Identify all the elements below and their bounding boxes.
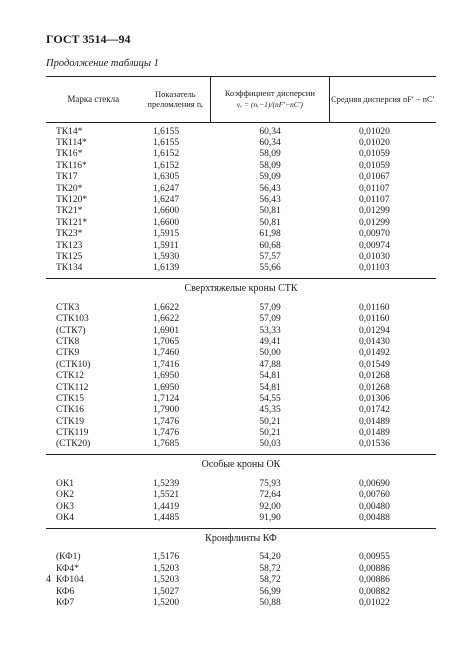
cell-refractive-index: 1,7685 (153, 439, 180, 450)
table-row (46, 597, 436, 608)
glass-table (46, 76, 436, 613)
cell-refractive-index: 1,6600 (153, 217, 180, 228)
table-row (46, 160, 436, 171)
cell-mean-dispersion: 0,01059 (359, 160, 390, 171)
column-header-refractive-index: Показатель преломления nₑ (147, 88, 204, 109)
cell-mean-dispersion: 0,00488 (359, 513, 390, 524)
cell-mean-dispersion: 0,01299 (359, 206, 390, 217)
cell-dispersion-coefficient: 50,81 (259, 206, 281, 217)
table-row (46, 229, 436, 240)
cell-mean-dispersion: 0,01020 (359, 138, 390, 149)
cell-grade: ТК23* (56, 229, 83, 240)
cell-refractive-index: 1,5027 (153, 586, 180, 597)
cell-dispersion-coefficient: 54,81 (259, 382, 281, 393)
cell-refractive-index: 1,6600 (153, 206, 180, 217)
table-caption: Продолжение таблицы 1 (46, 58, 159, 69)
cell-refractive-index: 1,5200 (153, 597, 180, 608)
cell-dispersion-coefficient: 49,41 (259, 336, 281, 347)
cell-mean-dispersion: 0,01022 (359, 597, 390, 608)
cell-mean-dispersion: 0,00886 (359, 563, 390, 574)
cell-dispersion-coefficient: 92,00 (259, 501, 281, 512)
cell-grade: ОК4 (56, 513, 74, 524)
cell-refractive-index: 1,6152 (153, 160, 180, 171)
cell-mean-dispersion: 0,01020 (359, 126, 390, 137)
cell-mean-dispersion: 0,01160 (359, 302, 390, 313)
cell-grade: СТК16 (56, 405, 84, 416)
section-rows (46, 126, 436, 274)
cell-mean-dispersion: 0,01294 (359, 325, 390, 336)
dispersion-formula: νₑ = (nₑ−1)/(nF′−nC′) (236, 100, 303, 110)
table-row (46, 336, 436, 347)
cell-dispersion-coefficient: 57,57 (259, 251, 281, 262)
table-row (46, 563, 436, 574)
cell-refractive-index: 1,7124 (153, 393, 180, 404)
cell-grade: ТК14* (56, 126, 83, 137)
cell-dispersion-coefficient: 61,98 (259, 229, 281, 240)
cell-refractive-index: 1,5930 (153, 251, 180, 262)
section-rows (46, 302, 436, 450)
cell-refractive-index: 1,5203 (153, 563, 180, 574)
table-row (46, 478, 436, 489)
cell-grade: (СТК20) (56, 439, 91, 450)
cell-refractive-index: 1,7460 (153, 348, 180, 359)
cell-grade: (КФ1) (56, 552, 81, 563)
table-row (46, 217, 436, 228)
cell-grade: СТК103 (56, 314, 89, 325)
table-row (46, 393, 436, 404)
page-number: 4 (46, 574, 51, 585)
column-header-grade: Марка стекла (67, 94, 120, 105)
cell-mean-dispersion: 0,00955 (359, 552, 390, 563)
cell-refractive-index: 1,4485 (153, 513, 180, 524)
cell-grade: СТК3 (56, 302, 80, 313)
cell-refractive-index: 1,6622 (153, 314, 180, 325)
cell-dispersion-coefficient: 57,09 (259, 314, 281, 325)
table-row (46, 240, 436, 251)
cell-dispersion-coefficient: 58,72 (259, 563, 281, 574)
table-row (46, 325, 436, 336)
cell-mean-dispersion: 0,01492 (359, 348, 390, 359)
cell-grade: СТК8 (56, 336, 80, 347)
section-title: Сверхтяжелые кроны СТК (46, 278, 436, 299)
cell-refractive-index: 1,7900 (153, 405, 180, 416)
cell-dispersion-coefficient: 57,09 (259, 302, 281, 313)
table-row (46, 586, 436, 597)
cell-refractive-index: 1,5521 (153, 490, 180, 501)
table-header (46, 76, 436, 123)
cell-dispersion-coefficient: 50,21 (259, 416, 281, 427)
cell-refractive-index: 1,6155 (153, 126, 180, 137)
cell-mean-dispersion: 0,00970 (359, 229, 390, 240)
cell-grade: КФ6 (56, 586, 75, 597)
cell-grade: ТК21* (56, 206, 83, 217)
cell-dispersion-coefficient: 47,88 (259, 359, 281, 370)
cell-mean-dispersion: 0,00882 (359, 586, 390, 597)
table-row (46, 251, 436, 262)
table-row (46, 149, 436, 160)
cell-refractive-index: 1,6155 (153, 138, 180, 149)
cell-mean-dispersion: 0,01489 (359, 428, 390, 439)
table-row (46, 263, 436, 274)
cell-dispersion-coefficient: 59,09 (259, 172, 281, 183)
cell-mean-dispersion: 0,01549 (359, 359, 390, 370)
section-title: Кронфлинты КФ (46, 528, 436, 549)
cell-grade: (СТК7) (56, 325, 86, 336)
cell-mean-dispersion: 0,01306 (359, 393, 390, 404)
cell-grade: ТК123 (56, 240, 83, 251)
table-row (46, 183, 436, 194)
cell-dispersion-coefficient: 75,93 (259, 478, 281, 489)
cell-grade: ТК116* (56, 160, 87, 171)
cell-dispersion-coefficient: 50,81 (259, 217, 281, 228)
cell-grade: СТК12 (56, 371, 84, 382)
table-row (46, 302, 436, 313)
table-row (46, 172, 436, 183)
cell-mean-dispersion: 0,01536 (359, 439, 390, 450)
table-row (46, 126, 436, 137)
table-row (46, 313, 436, 324)
table-row (46, 416, 436, 427)
table-row (46, 370, 436, 381)
cell-grade: КФ4* (56, 563, 79, 574)
table-row (46, 194, 436, 205)
cell-grade: СТК19 (56, 416, 84, 427)
cell-grade: КФ7 (56, 597, 75, 608)
cell-dispersion-coefficient: 53,33 (259, 325, 281, 336)
table-body (46, 126, 436, 609)
cell-grade: (СТК10) (56, 359, 91, 370)
cell-refractive-index: 1,5203 (153, 575, 180, 586)
cell-grade: СТК119 (56, 428, 89, 439)
cell-dispersion-coefficient: 58,09 (259, 160, 281, 171)
cell-refractive-index: 1,7476 (153, 416, 180, 427)
table-row (46, 206, 436, 217)
cell-grade: ТК114* (56, 138, 87, 149)
cell-mean-dispersion: 0,00480 (359, 501, 390, 512)
cell-dispersion-coefficient: 50,21 (259, 428, 281, 439)
cell-dispersion-coefficient: 54,20 (259, 552, 281, 563)
table-row (46, 382, 436, 393)
table-row (46, 359, 436, 370)
cell-mean-dispersion: 0,01103 (359, 263, 390, 274)
cell-mean-dispersion: 0,01160 (359, 314, 390, 325)
table-row (46, 501, 436, 512)
table-row (46, 405, 436, 416)
cell-mean-dispersion: 0,01067 (359, 172, 390, 183)
cell-refractive-index: 1,6950 (153, 382, 180, 393)
cell-dispersion-coefficient: 60,34 (259, 126, 281, 137)
cell-refractive-index: 1,6247 (153, 183, 180, 194)
table-row (46, 552, 436, 563)
table-row (46, 512, 436, 523)
cell-mean-dispersion: 0,00690 (359, 478, 390, 489)
cell-grade: СТК112 (56, 382, 89, 393)
cell-dispersion-coefficient: 56,99 (259, 586, 281, 597)
table-row (46, 575, 436, 586)
cell-refractive-index: 1,7065 (153, 336, 180, 347)
cell-grade: ОК3 (56, 501, 74, 512)
section-rows (46, 552, 436, 609)
cell-dispersion-coefficient: 50,88 (259, 597, 281, 608)
cell-mean-dispersion: 0,01489 (359, 416, 390, 427)
column-header-dispersion-coefficient (210, 77, 329, 122)
cell-refractive-index: 1,6139 (153, 263, 180, 274)
table-row (46, 348, 436, 359)
column-header-dispersion-label: Коэффициент дисперсии (224, 88, 315, 99)
cell-dispersion-coefficient: 55,66 (259, 263, 281, 274)
cell-dispersion-coefficient: 58,72 (259, 575, 281, 586)
table-row (46, 490, 436, 501)
section-title: Особые кроны ОК (46, 454, 436, 475)
cell-mean-dispersion: 0,00886 (359, 575, 390, 586)
cell-refractive-index: 1,7476 (153, 428, 180, 439)
cell-refractive-index: 1,6950 (153, 371, 180, 382)
cell-grade: ТК121* (56, 217, 88, 228)
cell-refractive-index: 1,5176 (153, 552, 180, 563)
table-row (46, 427, 436, 438)
cell-refractive-index: 1,6152 (153, 149, 180, 160)
cell-dispersion-coefficient: 54,55 (259, 393, 281, 404)
cell-dispersion-coefficient: 91,90 (259, 513, 281, 524)
cell-grade: КФ104 (56, 575, 84, 586)
page-header: ГОСТ 3514—94 (46, 32, 131, 46)
cell-dispersion-coefficient: 50,03 (259, 439, 281, 450)
cell-grade: ТК125 (56, 251, 83, 262)
cell-dispersion-coefficient: 54,81 (259, 371, 281, 382)
cell-grade: ОК2 (56, 490, 74, 501)
cell-dispersion-coefficient: 50,00 (259, 348, 281, 359)
cell-dispersion-coefficient: 45,35 (259, 405, 281, 416)
cell-refractive-index: 1,6901 (153, 325, 180, 336)
cell-mean-dispersion: 0,01107 (359, 183, 390, 194)
section-rows (46, 478, 436, 524)
cell-grade: ОК1 (56, 478, 74, 489)
cell-refractive-index: 1,6622 (153, 302, 180, 313)
cell-grade: СТК15 (56, 393, 84, 404)
cell-dispersion-coefficient: 60,68 (259, 240, 281, 251)
cell-mean-dispersion: 0,00974 (359, 240, 390, 251)
cell-mean-dispersion: 0,00760 (359, 490, 390, 501)
cell-dispersion-coefficient: 72,64 (259, 490, 281, 501)
cell-mean-dispersion: 0,01030 (359, 251, 390, 262)
cell-mean-dispersion: 0,01107 (359, 195, 390, 206)
cell-grade: ТК134 (56, 263, 83, 274)
cell-mean-dispersion: 0,01268 (359, 382, 390, 393)
cell-refractive-index: 1,6305 (153, 172, 180, 183)
cell-grade: ТК16* (56, 149, 83, 160)
cell-dispersion-coefficient: 56,43 (259, 183, 281, 194)
cell-dispersion-coefficient: 58,09 (259, 149, 281, 160)
cell-refractive-index: 1,4419 (153, 501, 180, 512)
cell-refractive-index: 1,6247 (153, 195, 180, 206)
cell-mean-dispersion: 0,01430 (359, 336, 390, 347)
cell-dispersion-coefficient: 56,43 (259, 195, 281, 206)
cell-mean-dispersion: 0,01059 (359, 149, 390, 160)
cell-mean-dispersion: 0,01742 (359, 405, 390, 416)
cell-mean-dispersion: 0,01268 (359, 371, 390, 382)
cell-refractive-index: 1,7416 (153, 359, 180, 370)
cell-grade: ТК20* (56, 183, 83, 194)
cell-grade: ТК120* (56, 195, 88, 206)
column-header-mean-dispersion: Средняя дисперсия nF′ − nC′ (330, 93, 435, 104)
cell-refractive-index: 1,5911 (153, 240, 179, 251)
table-row (46, 137, 436, 148)
cell-grade: ТК17 (56, 172, 78, 183)
cell-mean-dispersion: 0,01299 (359, 217, 390, 228)
table-row (46, 439, 436, 450)
cell-grade: СТК9 (56, 348, 80, 359)
cell-dispersion-coefficient: 60,34 (259, 138, 281, 149)
cell-refractive-index: 1,5915 (153, 229, 180, 240)
cell-refractive-index: 1,5239 (153, 478, 180, 489)
